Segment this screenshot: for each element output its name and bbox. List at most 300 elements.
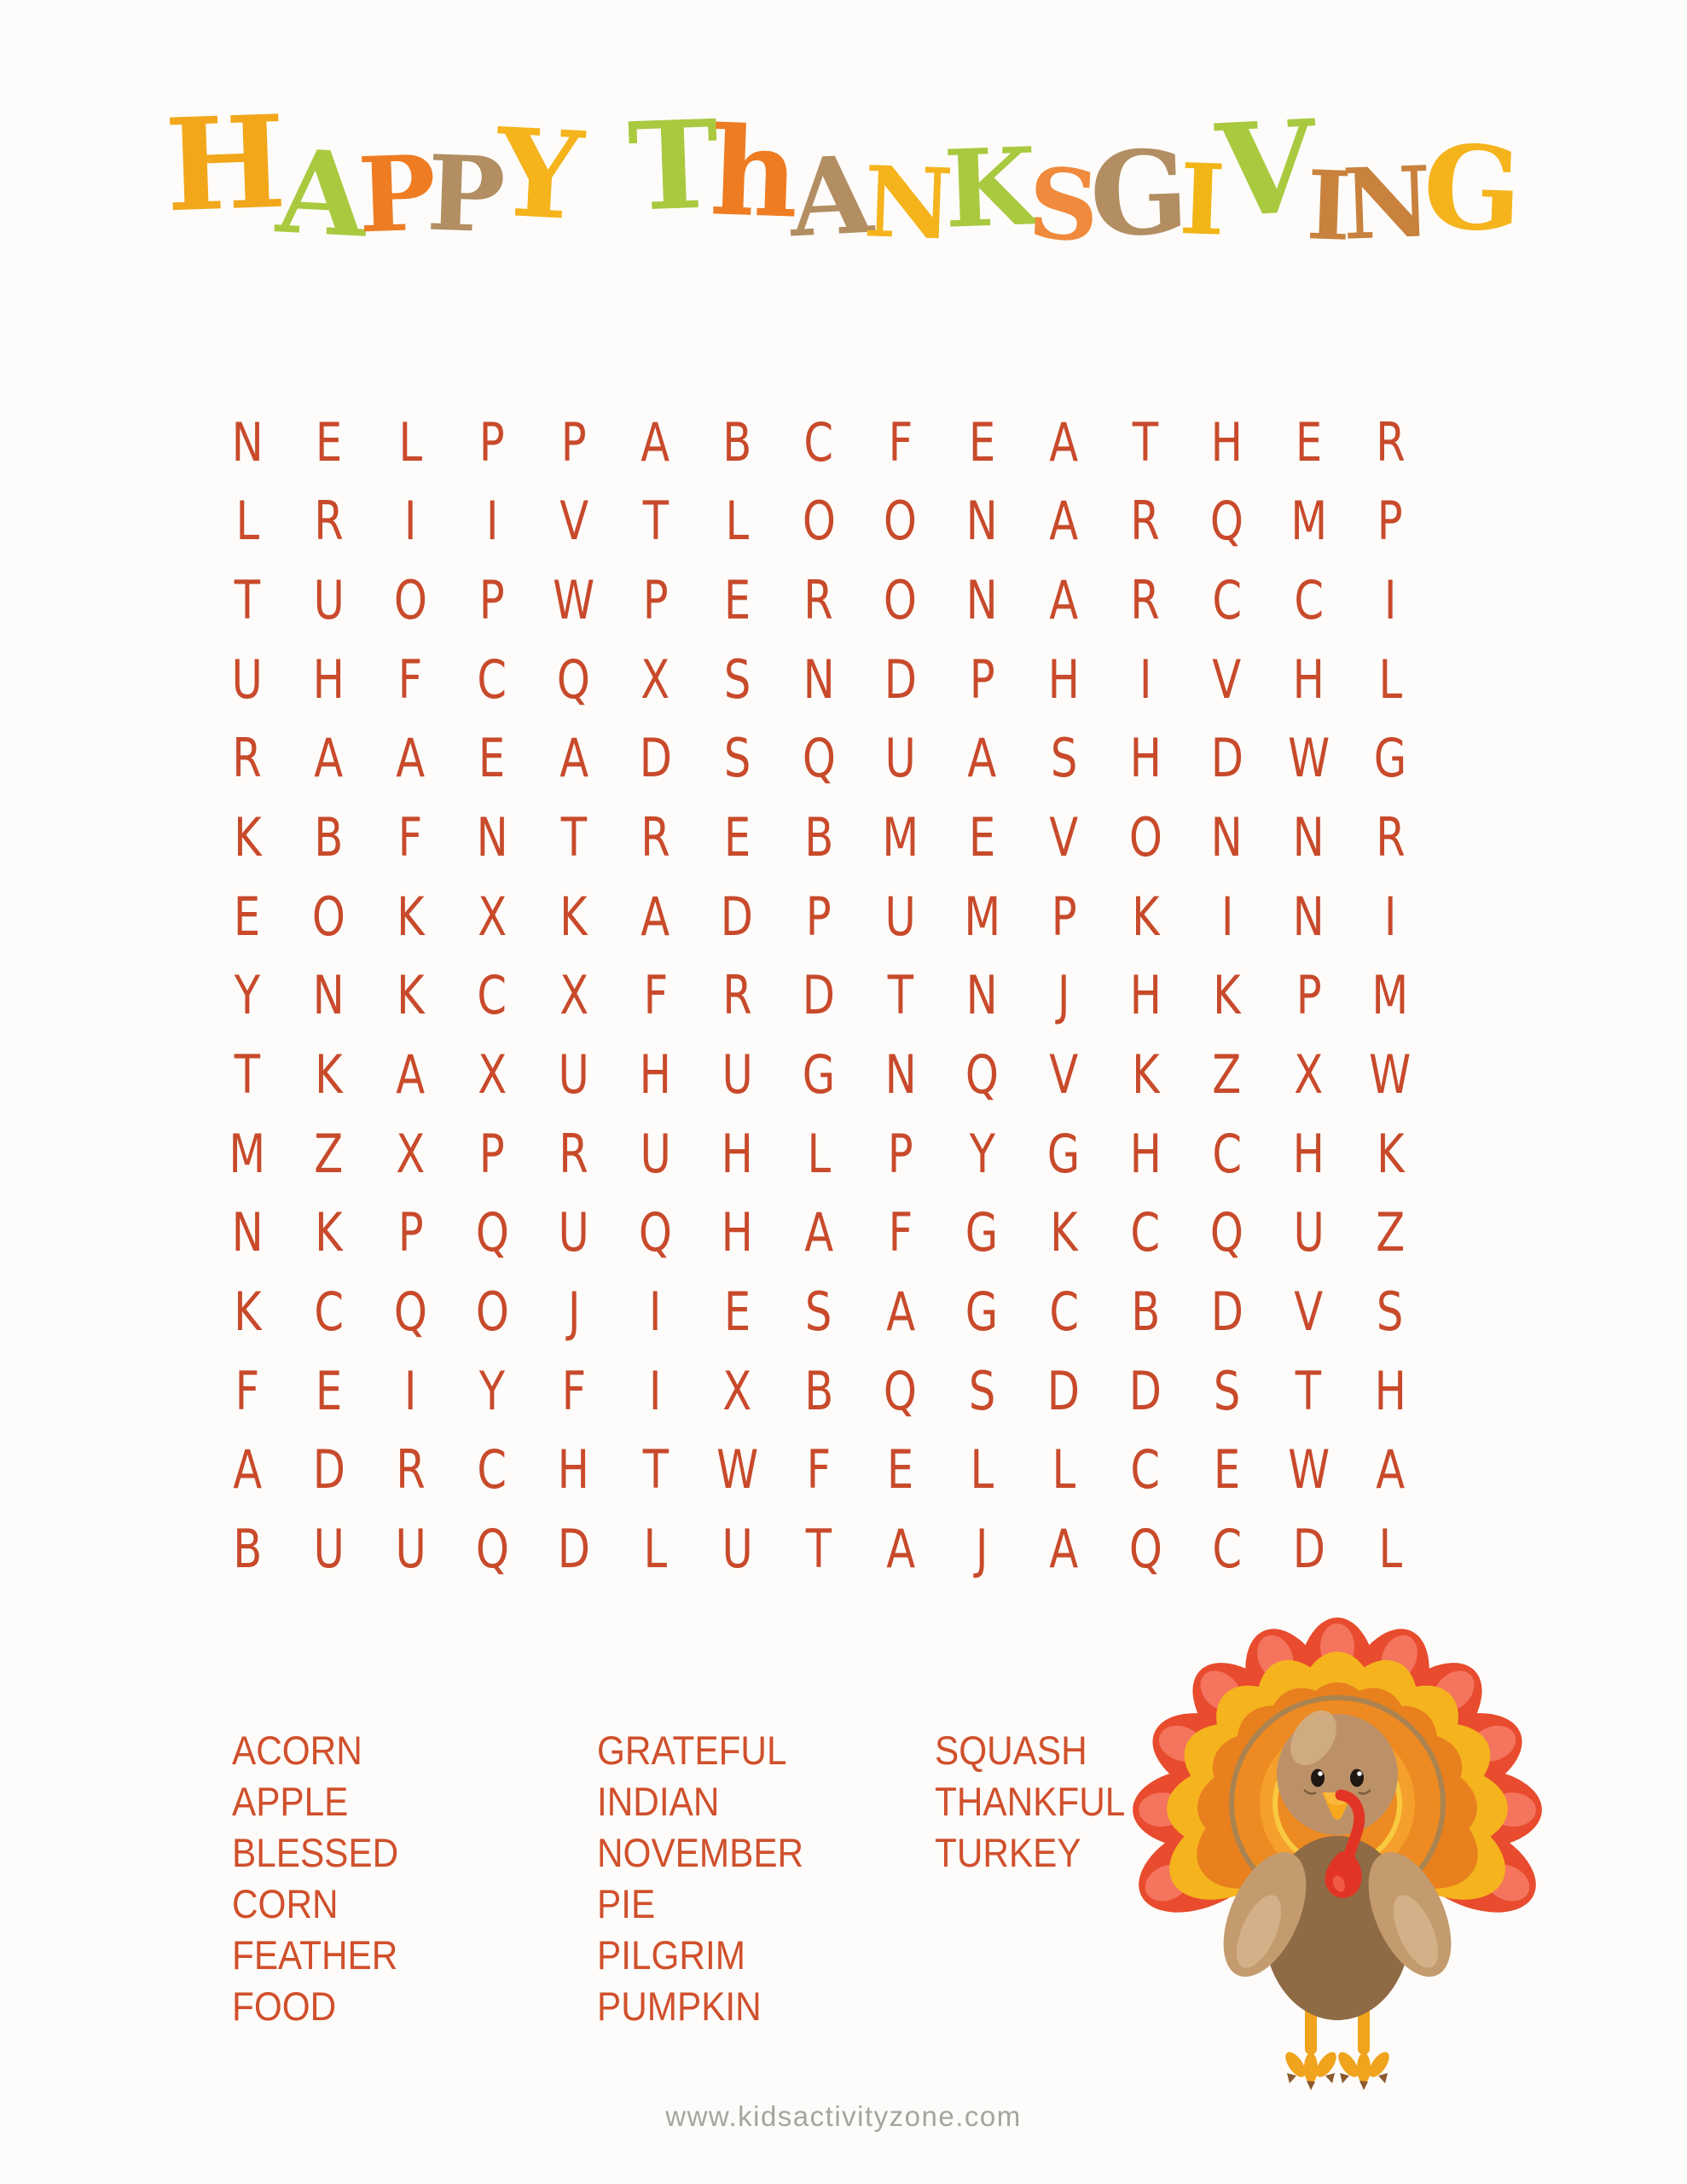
grid-cell-r8c2[interactable] [288, 956, 370, 1036]
grid-cell-r1c11[interactable] [1023, 403, 1104, 482]
grid-cell-r5c7[interactable] [696, 719, 778, 799]
grid-cell-r10c11[interactable] [1023, 1114, 1104, 1194]
grid-cell-r3c12[interactable] [1104, 561, 1186, 640]
grid-cell-r13c8[interactable] [778, 1351, 860, 1431]
grid-cell-r14c2[interactable] [288, 1431, 370, 1510]
grid-cell-r11c4[interactable] [451, 1194, 533, 1273]
grid-cell-r14c11[interactable] [1023, 1431, 1104, 1510]
grid-cell-r5c14[interactable] [1268, 719, 1350, 799]
grid-cell-r2c12[interactable] [1104, 482, 1186, 561]
grid-cell-r10c10[interactable] [942, 1114, 1023, 1194]
grid-cell-r7c15[interactable] [1349, 877, 1431, 956]
grid-cell-r8c12[interactable] [1104, 956, 1186, 1036]
grid-letter: C [1048, 1281, 1079, 1344]
grid-cell-r9c3[interactable] [369, 1035, 451, 1114]
grid-letter: X [396, 1122, 426, 1185]
grid-letter: V [1212, 648, 1242, 711]
grid-cell-r10c2[interactable] [288, 1114, 370, 1194]
grid-cell-r3c13[interactable] [1186, 561, 1268, 640]
grid-cell-r11c10[interactable] [942, 1194, 1023, 1273]
grid-cell-r15c4[interactable] [451, 1509, 533, 1589]
grid-cell-r11c13[interactable] [1186, 1194, 1268, 1273]
grid-cell-r14c4[interactable] [451, 1431, 533, 1510]
grid-letter: N [231, 410, 264, 473]
grid-letter: C [477, 964, 507, 1027]
turkey-illustration [1109, 1597, 1620, 2092]
grid-letter: W [1287, 727, 1330, 790]
grid-cell-r1c2[interactable] [288, 403, 370, 482]
grid-cell-r8c1[interactable] [206, 956, 288, 1036]
title-letter: H [163, 87, 288, 241]
grid-cell-r3c15[interactable] [1349, 561, 1431, 640]
grid-cell-r6c9[interactable] [860, 798, 942, 877]
grid-cell-r7c11[interactable] [1023, 877, 1104, 956]
grid-cell-r14c1[interactable] [206, 1431, 288, 1510]
grid-letter: C [1130, 1201, 1161, 1264]
grid-cell-r10c12[interactable] [1104, 1114, 1186, 1194]
grid-cell-r7c8[interactable] [778, 877, 860, 956]
grid-cell-r5c13[interactable] [1186, 719, 1268, 799]
grid-cell-r4c1[interactable] [206, 640, 288, 719]
grid-letter: R [722, 964, 752, 1027]
grid-cell-r10c9[interactable] [860, 1114, 942, 1194]
grid-cell-r15c7[interactable] [696, 1509, 778, 1589]
grid-cell-r7c7[interactable] [696, 877, 778, 956]
grid-cell-r12c13[interactable] [1186, 1272, 1268, 1351]
grid-cell-r14c9[interactable] [860, 1431, 942, 1510]
grid-cell-r10c8[interactable] [778, 1114, 860, 1194]
grid-cell-r8c7[interactable] [696, 956, 778, 1036]
grid-cell-r7c9[interactable] [860, 877, 942, 956]
grid-letter: B [232, 1518, 262, 1581]
grid-cell-r9c2[interactable] [288, 1035, 370, 1114]
grid-cell-r7c14[interactable] [1268, 877, 1350, 956]
grid-cell-r2c7[interactable] [696, 482, 778, 561]
grid-letter: M [882, 806, 919, 869]
grid-cell-r13c3[interactable] [369, 1351, 451, 1431]
grid-cell-r13c9[interactable] [860, 1351, 942, 1431]
grid-cell-r10c1[interactable] [206, 1114, 288, 1194]
grid-cell-r3c4[interactable] [451, 561, 533, 640]
grid-cell-r4c11[interactable] [1023, 640, 1104, 719]
grid-letter: U [722, 1043, 753, 1107]
grid-cell-r11c15[interactable] [1349, 1194, 1431, 1273]
grid-cell-r4c13[interactable] [1186, 640, 1268, 719]
grid-cell-r1c15[interactable] [1349, 403, 1431, 482]
grid-letter: Y [478, 1359, 506, 1422]
grid-cell-r3c5[interactable] [533, 561, 615, 640]
grid-cell-r1c1[interactable] [206, 403, 288, 482]
grid-cell-r2c11[interactable] [1023, 482, 1104, 561]
word-list-item: THANKFUL [935, 1779, 1126, 1824]
word-list-item: BLESSED [232, 1830, 399, 1875]
grid-cell-r4c10[interactable] [942, 640, 1023, 719]
grid-cell-r4c7[interactable] [696, 640, 778, 719]
grid-cell-r4c4[interactable] [451, 640, 533, 719]
grid-letter: L [643, 1518, 668, 1581]
grid-letter: E [723, 569, 751, 632]
grid-cell-r10c4[interactable] [451, 1114, 533, 1194]
word-list-item: INDIAN [597, 1779, 720, 1824]
grid-letter: K [397, 885, 425, 948]
grid-letter: E [887, 1438, 914, 1502]
word-list-item: ACORN [232, 1728, 362, 1773]
grid-cell-r9c4[interactable] [451, 1035, 533, 1114]
grid-cell-r10c5[interactable] [533, 1114, 615, 1194]
grid-cell-r13c2[interactable] [288, 1351, 370, 1431]
grid-letter: Q [965, 1043, 999, 1107]
grid-cell-r15c14[interactable] [1268, 1509, 1350, 1589]
grid-cell-r1c4[interactable] [451, 403, 533, 482]
grid-cell-r15c9[interactable] [860, 1509, 942, 1589]
grid-cell-r4c5[interactable] [533, 640, 615, 719]
grid-cell-r11c7[interactable] [696, 1194, 778, 1273]
grid-cell-r1c8[interactable] [778, 403, 860, 482]
grid-cell-r10c3[interactable] [369, 1114, 451, 1194]
grid-cell-r12c3[interactable] [369, 1272, 451, 1351]
grid-cell-r11c5[interactable] [533, 1194, 615, 1273]
grid-cell-r15c8[interactable] [778, 1509, 860, 1589]
grid-cell-r3c8[interactable] [778, 561, 860, 640]
grid-cell-r9c1[interactable] [206, 1035, 288, 1114]
grid-cell-r5c6[interactable] [615, 719, 697, 799]
grid-cell-r1c10[interactable] [942, 403, 1023, 482]
grid-letter: Z [1212, 1043, 1242, 1107]
grid-cell-r13c4[interactable] [451, 1351, 533, 1431]
grid-cell-r15c13[interactable] [1186, 1509, 1268, 1589]
word-list-item: TURKEY [935, 1830, 1081, 1875]
grid-cell-r8c3[interactable] [369, 956, 451, 1036]
grid-cell-r6c11[interactable] [1023, 798, 1104, 877]
grid-cell-r10c7[interactable] [696, 1114, 778, 1194]
grid-cell-r3c14[interactable] [1268, 561, 1350, 640]
grid-cell-r5c10[interactable] [942, 719, 1023, 799]
grid-cell-r13c1[interactable] [206, 1351, 288, 1431]
grid-cell-r10c6[interactable] [615, 1114, 697, 1194]
grid-cell-r8c11[interactable] [1023, 956, 1104, 1036]
grid-cell-r13c12[interactable] [1104, 1351, 1186, 1431]
grid-letter: E [723, 1281, 751, 1344]
grid-cell-r14c14[interactable] [1268, 1431, 1350, 1510]
grid-cell-r14c13[interactable] [1186, 1431, 1268, 1510]
grid-letter: K [1131, 885, 1160, 948]
grid-letter: D [1047, 1359, 1081, 1422]
footer-url: www.kidsactivityzone.com [665, 2100, 1022, 2132]
grid-letter: E [315, 1359, 343, 1422]
grid-cell-r3c10[interactable] [942, 561, 1023, 640]
grid-cell-r13c11[interactable] [1023, 1351, 1104, 1431]
grid-cell-r14c3[interactable] [369, 1431, 451, 1510]
grid-cell-r15c6[interactable] [615, 1509, 697, 1589]
grid-cell-r12c4[interactable] [451, 1272, 533, 1351]
grid-cell-r14c8[interactable] [778, 1431, 860, 1510]
grid-cell-r11c11[interactable] [1023, 1194, 1104, 1273]
grid-cell-r13c13[interactable] [1186, 1351, 1268, 1431]
grid-cell-r5c12[interactable] [1104, 719, 1186, 799]
grid-letter: W [553, 569, 595, 632]
grid-cell-r14c15[interactable] [1349, 1431, 1431, 1510]
grid-letter: Q [475, 1518, 509, 1581]
grid-letter: W [1287, 1438, 1330, 1502]
grid-cell-r5c8[interactable] [778, 719, 860, 799]
grid-cell-r8c4[interactable] [451, 956, 533, 1036]
grid-cell-r7c3[interactable] [369, 877, 451, 956]
grid-cell-r4c3[interactable] [369, 640, 451, 719]
grid-cell-r14c12[interactable] [1104, 1431, 1186, 1510]
grid-cell-r2c5[interactable] [533, 482, 615, 561]
grid-cell-r7c10[interactable] [942, 877, 1023, 956]
grid-cell-r3c1[interactable] [206, 561, 288, 640]
grid-cell-r12c1[interactable] [206, 1272, 288, 1351]
grid-letter: K [233, 806, 262, 869]
grid-cell-r3c2[interactable] [288, 561, 370, 640]
grid-cell-r7c1[interactable] [206, 877, 288, 956]
grid-cell-r5c3[interactable] [369, 719, 451, 799]
grid-cell-r8c8[interactable] [778, 956, 860, 1036]
grid-cell-r12c14[interactable] [1268, 1272, 1350, 1351]
grid-cell-r15c3[interactable] [369, 1509, 451, 1589]
grid-cell-r15c15[interactable] [1349, 1509, 1431, 1589]
grid-cell-r2c6[interactable] [615, 482, 697, 561]
grid-cell-r9c7[interactable] [696, 1035, 778, 1114]
grid-letter: E [1213, 1438, 1241, 1502]
grid-cell-r6c10[interactable] [942, 798, 1023, 877]
grid-cell-r9c13[interactable] [1186, 1035, 1268, 1114]
grid-cell-r2c2[interactable] [288, 482, 370, 561]
grid-letter: X [722, 1359, 752, 1422]
grid-cell-r7c12[interactable] [1104, 877, 1186, 956]
grid-cell-r13c7[interactable] [696, 1351, 778, 1431]
grid-letter: A [232, 1438, 262, 1502]
grid-letter: N [1292, 885, 1325, 948]
grid-cell-r7c2[interactable] [288, 877, 370, 956]
grid-cell-r4c8[interactable] [778, 640, 860, 719]
title-letter: A [786, 132, 876, 262]
word-search-grid [206, 403, 1431, 1589]
grid-cell-r7c13[interactable] [1186, 877, 1268, 956]
title-letter: Y [492, 102, 587, 248]
grid-cell-r5c15[interactable] [1349, 719, 1431, 799]
grid-cell-r15c5[interactable] [533, 1509, 615, 1589]
grid-cell-r6c1[interactable] [206, 798, 288, 877]
grid-cell-r6c4[interactable] [451, 798, 533, 877]
grid-cell-r6c15[interactable] [1349, 798, 1431, 877]
grid-cell-r1c7[interactable] [696, 403, 778, 482]
grid-cell-r1c3[interactable] [369, 403, 451, 482]
grid-cell-r6c12[interactable] [1104, 798, 1186, 877]
grid-cell-r8c5[interactable] [533, 956, 615, 1036]
grid-cell-r9c15[interactable] [1349, 1035, 1431, 1114]
grid-cell-r13c10[interactable] [942, 1351, 1023, 1431]
grid-cell-r15c11[interactable] [1023, 1509, 1104, 1589]
grid-cell-r1c6[interactable] [615, 403, 697, 482]
grid-cell-r12c12[interactable] [1104, 1272, 1186, 1351]
grid-letter: C [1212, 1122, 1242, 1185]
grid-letter: D [1128, 1359, 1162, 1422]
grid-cell-r13c15[interactable] [1349, 1351, 1431, 1431]
grid-cell-r2c13[interactable] [1186, 482, 1268, 561]
grid-cell-r13c14[interactable] [1268, 1351, 1350, 1431]
grid-letter: I [1383, 885, 1397, 948]
grid-cell-r2c3[interactable] [369, 482, 451, 561]
word-list-item: PIE [597, 1881, 656, 1926]
grid-cell-r2c9[interactable] [860, 482, 942, 561]
grid-cell-r13c5[interactable] [533, 1351, 615, 1431]
grid-cell-r2c1[interactable] [206, 482, 288, 561]
word-list-column [597, 1725, 935, 2032]
grid-cell-r1c12[interactable] [1104, 403, 1186, 482]
grid-cell-r10c15[interactable] [1349, 1114, 1431, 1194]
grid-cell-r3c9[interactable] [860, 561, 942, 640]
grid-cell-r12c6[interactable] [615, 1272, 697, 1351]
grid-cell-r2c8[interactable] [778, 482, 860, 561]
grid-cell-r2c14[interactable] [1268, 482, 1350, 561]
grid-letter: G [965, 1281, 999, 1344]
grid-letter: F [806, 1438, 832, 1502]
grid-cell-r7c6[interactable] [615, 877, 697, 956]
grid-cell-r5c1[interactable] [206, 719, 288, 799]
grid-cell-r4c9[interactable] [860, 640, 942, 719]
grid-cell-r5c2[interactable] [288, 719, 370, 799]
grid-cell-r6c5[interactable] [533, 798, 615, 877]
grid-letter: I [649, 1281, 662, 1344]
grid-cell-r9c5[interactable] [533, 1035, 615, 1114]
grid-letter: D [1210, 727, 1244, 790]
grid-cell-r2c4[interactable] [451, 482, 533, 561]
grid-cell-r9c6[interactable] [615, 1035, 697, 1114]
grid-cell-r6c2[interactable] [288, 798, 370, 877]
grid-cell-r12c2[interactable] [288, 1272, 370, 1351]
grid-cell-r6c6[interactable] [615, 798, 697, 877]
grid-cell-r15c2[interactable] [288, 1509, 370, 1589]
grid-cell-r7c4[interactable] [451, 877, 533, 956]
grid-letter: T [234, 1043, 261, 1107]
grid-letter: I [404, 490, 417, 553]
grid-cell-r12c8[interactable] [778, 1272, 860, 1351]
grid-cell-r9c9[interactable] [860, 1035, 942, 1114]
grid-cell-r3c11[interactable] [1023, 561, 1104, 640]
grid-letter: Y [234, 964, 261, 1027]
grid-cell-r11c2[interactable] [288, 1194, 370, 1273]
grid-cell-r7c5[interactable] [533, 877, 615, 956]
grid-letter: U [395, 1518, 426, 1581]
grid-cell-r4c12[interactable] [1104, 640, 1186, 719]
grid-cell-r6c8[interactable] [778, 798, 860, 877]
grid-cell-r12c5[interactable] [533, 1272, 615, 1351]
grid-cell-r10c13[interactable] [1186, 1114, 1268, 1194]
grid-letter: Q [393, 1281, 427, 1344]
grid-cell-r11c8[interactable] [778, 1194, 860, 1273]
grid-cell-r12c10[interactable] [942, 1272, 1023, 1351]
grid-cell-r5c5[interactable] [533, 719, 615, 799]
grid-letter: R [1130, 569, 1161, 632]
grid-letter: O [884, 490, 918, 553]
grid-cell-r8c10[interactable] [942, 956, 1023, 1036]
grid-letter: V [1294, 1281, 1324, 1344]
grid-cell-r1c5[interactable] [533, 403, 615, 482]
grid-cell-r13c6[interactable] [615, 1351, 697, 1431]
grid-cell-r1c13[interactable] [1186, 403, 1268, 482]
grid-cell-r9c8[interactable] [778, 1035, 860, 1114]
grid-cell-r8c15[interactable] [1349, 956, 1431, 1036]
grid-cell-r3c6[interactable] [615, 561, 697, 640]
grid-cell-r1c9[interactable] [860, 403, 942, 482]
grid-cell-r2c15[interactable] [1349, 482, 1431, 561]
grid-letter: F [398, 806, 423, 869]
grid-letter: M [1371, 964, 1409, 1027]
grid-letter: E [968, 410, 996, 473]
grid-cell-r3c3[interactable] [369, 561, 451, 640]
grid-cell-r14c6[interactable] [615, 1431, 697, 1510]
grid-cell-r14c5[interactable] [533, 1431, 615, 1510]
grid-cell-r6c14[interactable] [1268, 798, 1350, 877]
grid-cell-r15c10[interactable] [942, 1509, 1023, 1589]
grid-cell-r4c2[interactable] [288, 640, 370, 719]
grid-cell-r6c7[interactable] [696, 798, 778, 877]
grid-cell-r11c14[interactable] [1268, 1194, 1350, 1273]
title-word [163, 87, 587, 264]
grid-cell-r4c6[interactable] [615, 640, 697, 719]
grid-letter: F [398, 648, 423, 711]
grid-cell-r8c13[interactable] [1186, 956, 1268, 1036]
grid-cell-r9c12[interactable] [1104, 1035, 1186, 1114]
grid-letter: F [643, 964, 668, 1027]
grid-cell-r15c1[interactable] [206, 1509, 288, 1589]
grid-cell-r6c3[interactable] [369, 798, 451, 877]
grid-letter: R [1130, 490, 1161, 553]
grid-cell-r8c9[interactable] [860, 956, 942, 1036]
grid-cell-r10c14[interactable] [1268, 1114, 1350, 1194]
grid-letter: K [315, 1201, 343, 1264]
grid-cell-r9c10[interactable] [942, 1035, 1023, 1114]
grid-cell-r14c7[interactable] [696, 1431, 778, 1510]
grid-cell-r1c14[interactable] [1268, 403, 1350, 482]
grid-cell-r8c14[interactable] [1268, 956, 1350, 1036]
grid-letter: K [233, 1281, 262, 1344]
grid-letter: R [803, 569, 834, 632]
grid-cell-r11c12[interactable] [1104, 1194, 1186, 1273]
grid-cell-r4c15[interactable] [1349, 640, 1431, 719]
grid-letter: K [1131, 1043, 1160, 1107]
grid-cell-r12c15[interactable] [1349, 1272, 1431, 1351]
grid-cell-r12c11[interactable] [1023, 1272, 1104, 1351]
grid-cell-r11c6[interactable] [615, 1194, 697, 1273]
grid-cell-r5c4[interactable] [451, 719, 533, 799]
grid-cell-r4c14[interactable] [1268, 640, 1350, 719]
grid-cell-r11c1[interactable] [206, 1194, 288, 1273]
grid-cell-r3c7[interactable] [696, 561, 778, 640]
grid-cell-r5c9[interactable] [860, 719, 942, 799]
grid-cell-r2c10[interactable] [942, 482, 1023, 561]
grid-cell-r11c9[interactable] [860, 1194, 942, 1273]
grid-letter: R [641, 806, 670, 869]
grid-cell-r9c11[interactable] [1023, 1035, 1104, 1114]
grid-cell-r12c7[interactable] [696, 1272, 778, 1351]
word-list-item: GRATEFUL [597, 1728, 787, 1773]
grid-cell-r14c10[interactable] [942, 1431, 1023, 1510]
grid-letter: V [1049, 806, 1079, 869]
grid-cell-r12c9[interactable] [860, 1272, 942, 1351]
grid-letter: B [803, 1359, 834, 1422]
grid-cell-r11c3[interactable] [369, 1194, 451, 1273]
grid-cell-r6c13[interactable] [1186, 798, 1268, 877]
grid-cell-r8c6[interactable] [615, 956, 697, 1036]
grid-cell-r9c14[interactable] [1268, 1035, 1350, 1114]
grid-letter: Q [1210, 490, 1244, 553]
grid-cell-r15c12[interactable] [1104, 1509, 1186, 1589]
grid-letter: D [312, 1438, 345, 1502]
grid-cell-r5c11[interactable] [1023, 719, 1104, 799]
